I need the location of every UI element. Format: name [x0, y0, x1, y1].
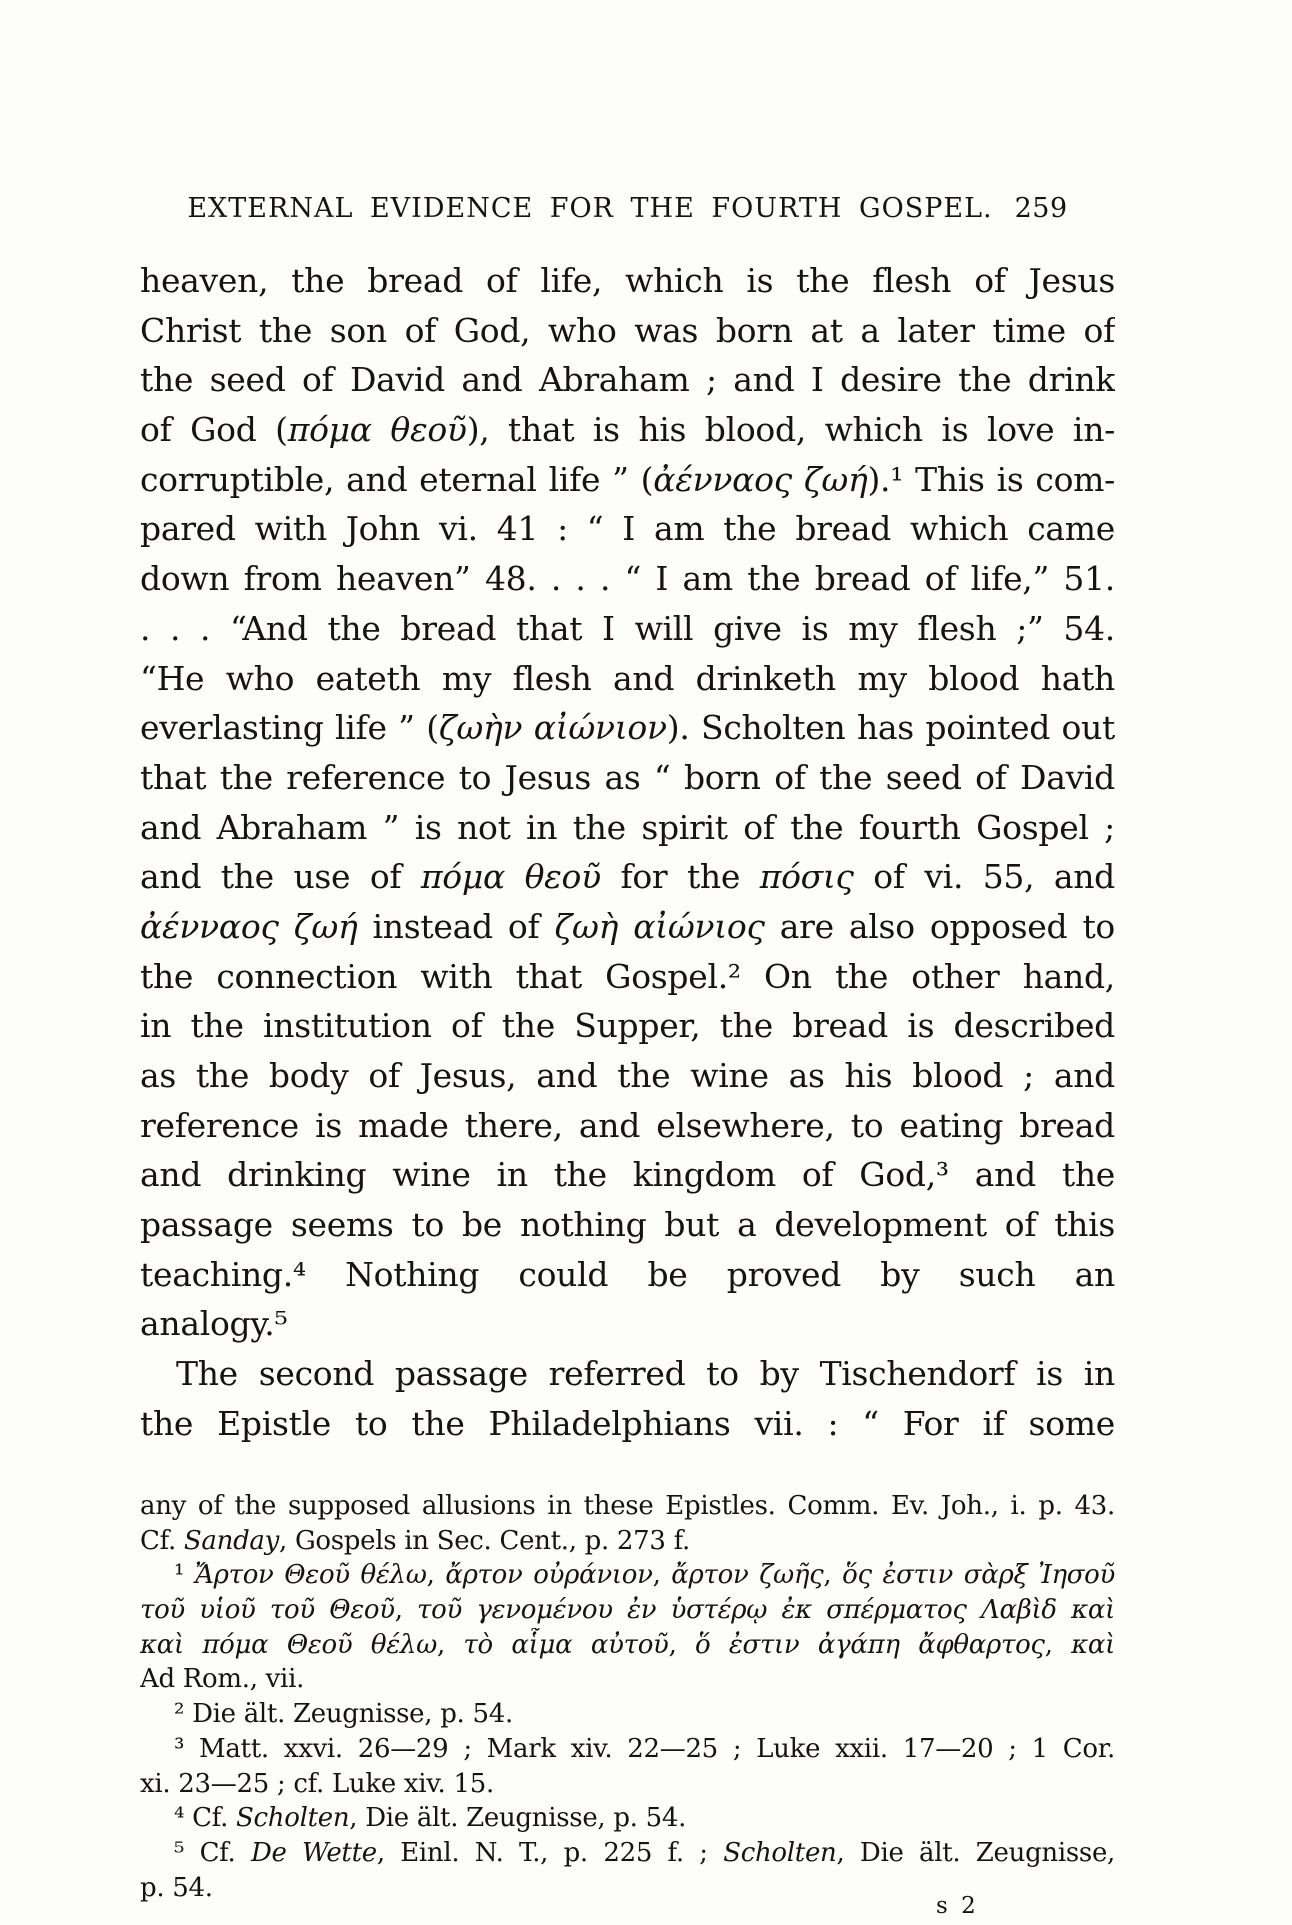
greek-phrase: ὅς	[842, 1560, 872, 1591]
footnote-line: ¹ Ἄρτον Θεοῦ θέλω, ἄρτον οὐράνιον, ἄρτον ζωῆς, ὅς ἐστιν σὰρξ Ἰησοῦ	[174, 1560, 1115, 1591]
footnote-line: p. 54.	[140, 1872, 213, 1903]
greek-phrase: σὰρξ	[963, 1560, 1028, 1591]
body-line: Christ the son of God, who was born at a later time of	[140, 310, 1115, 350]
body-line: and drinking wine in the kingdom of God,³ and the	[140, 1155, 1115, 1195]
body-line: and the use of πόμα θεοῦ for the πόσις of vi. 55, and	[140, 857, 1115, 897]
greek-phrase: ἀγάπη	[817, 1629, 900, 1660]
greek-phrase: γενομένου	[476, 1595, 613, 1626]
body-line: reference is made there, and elsewhere, to eating bread	[140, 1105, 1115, 1145]
body-line: and Abraham ” is not in the spirit of the fourth Gospel ;	[140, 807, 1115, 847]
greek-phrase: ἀένναος	[653, 459, 792, 499]
italic-term: Scholten	[236, 1803, 350, 1834]
body-line: heaven, the bread of life, which is the flesh of Jesus	[140, 261, 1115, 300]
greek-phrase: πόμα	[420, 857, 505, 897]
body-line: pared with John vi. 41 : “ I am the bread which came	[140, 509, 1115, 549]
body-line: passage seems to be nothing but a development of this	[140, 1205, 1115, 1245]
body-text	[140, 256, 1115, 1449]
greek-phrase: ἐστιν	[882, 1560, 954, 1591]
body-line: The second passage referred to by Tischendorf is in	[176, 1354, 1115, 1394]
greek-phrase: Λαβὶδ	[981, 1595, 1057, 1626]
body-line: the connection with that Gospel.² On the other hand,	[140, 956, 1115, 996]
footnote-line: ² Die ält. Zeugnisse, p. 54.	[174, 1699, 513, 1730]
greek-phrase: πόσις	[759, 857, 854, 897]
greek-phrase: ζωή	[293, 906, 358, 946]
greek-phrase: τοῦ	[417, 1595, 462, 1626]
header-title: EXTERNAL EVIDENCE FOR THE FOURTH GOSPEL.	[187, 193, 993, 224]
greek-phrase: τοῦ	[140, 1595, 185, 1626]
footnote-line: any of the supposed allusions in these Epistles. Comm. Ev. Joh., i. p. 43.	[140, 1491, 1115, 1521]
footnote-line: τοῦ υἱοῦ τοῦ Θεοῦ, τοῦ γενομένου ἐν ὑστέρῳ ἐκ σπέρματος Λαβὶδ καὶ	[140, 1595, 1115, 1626]
greek-phrase: Ἄρτον	[194, 1560, 274, 1591]
body-line: corruptible, and eternal life ” (ἀένναος ζωή).¹ This is com-	[140, 459, 1115, 499]
greek-phrase: καὶ	[140, 1629, 184, 1660]
footnote-line: Ad Rom., vii.	[140, 1664, 305, 1695]
greek-phrase: ὅ	[695, 1629, 711, 1660]
page-number: 259	[1014, 193, 1068, 224]
greek-phrase: Θεοῦ	[329, 1595, 395, 1626]
greek-phrase: ὑστέρῳ	[670, 1595, 768, 1626]
greek-phrase: τὸ	[463, 1629, 493, 1660]
footnote-line: ⁴ Cf. Scholten, Die ält. Zeugnisse, p. 54.	[174, 1803, 687, 1834]
body-line: everlasting life ” (ζωὴν αἰώνιον). Scholten has pointed out	[140, 708, 1115, 748]
signature-mark: s 2	[936, 1893, 979, 1919]
body-line: “He who eateth my flesh and drinketh my blood hath	[140, 658, 1115, 698]
greek-phrase: ἄρτον	[671, 1560, 749, 1591]
greek-phrase: υἱοῦ	[199, 1595, 256, 1626]
greek-phrase: ἐκ	[781, 1595, 812, 1626]
greek-phrase: Θεοῦ	[286, 1629, 353, 1660]
greek-phrase: οὐράνιον	[533, 1560, 653, 1591]
body-line: that the reference to Jesus as “ born of the seed of David	[140, 757, 1115, 797]
greek-phrase: θεοῦ	[524, 857, 601, 897]
body-line: down from heaven” 48. . . . “ I am the bread of life,” 51.	[140, 559, 1115, 599]
greek-phrase: αἷμα	[511, 1629, 573, 1660]
greek-phrase: ζωὴ	[554, 906, 619, 946]
italic-term: Scholten	[723, 1837, 837, 1868]
footnote-line: ³ Matt. xxvi. 26—29 ; Mark xiv. 22—25 ; Luke xxii. 17—20 ; 1 Cor.	[174, 1733, 1115, 1764]
footnote-line: ⁵ Cf. De Wette, Einl. N. T., p. 225 f. ; Scholten, Die ält. Zeugnisse,	[174, 1837, 1115, 1868]
greek-phrase: καὶ	[1071, 1629, 1115, 1660]
italic-term: De Wette	[250, 1837, 377, 1868]
greek-phrase: ζωῆς	[759, 1560, 824, 1591]
greek-phrase: θεοῦ	[390, 410, 467, 450]
greek-phrase: ἄφθαρτος	[918, 1629, 1045, 1660]
greek-phrase: ἐστιν	[728, 1629, 800, 1660]
greek-phrase: αἰώνιον	[533, 708, 667, 748]
footnote-line: καὶ πόμα Θεοῦ θέλω, τὸ αἷμα αὐτοῦ, ὅ ἐστιν ἀγάπη ἄφθαρτος, καὶ	[140, 1629, 1115, 1660]
greek-phrase: τοῦ	[269, 1595, 315, 1626]
greek-phrase: αἰώνιος	[633, 906, 765, 946]
greek-phrase: ζωὴν	[438, 708, 523, 748]
greek-phrase: Ἰησοῦ	[1038, 1560, 1115, 1591]
footnotes	[140, 1489, 1115, 1905]
greek-phrase: ζωή	[803, 459, 868, 499]
running-header	[140, 193, 1115, 224]
body-line: ἀένναος ζωή instead of ζωὴ αἰώνιος are also opposed to	[140, 906, 1115, 946]
greek-phrase: καὶ	[1071, 1595, 1115, 1626]
body-line: the Epistle to the Philadelphians vii. : “ For if some	[140, 1403, 1115, 1443]
footnote-line: xi. 23—25 ; cf. Luke xiv. 15.	[140, 1768, 494, 1799]
greek-phrase: Θεοῦ	[284, 1560, 350, 1591]
italic-term: Sanday	[183, 1525, 280, 1556]
body-line: of God (πόμα θεοῦ), that is his blood, which is love in-	[140, 410, 1115, 450]
greek-phrase: θέλω	[370, 1629, 437, 1660]
greek-phrase: θέλω	[360, 1560, 427, 1591]
greek-phrase: αὐτοῦ	[590, 1629, 669, 1660]
greek-phrase: σπέρματος	[826, 1595, 967, 1626]
greek-phrase: πόμα	[287, 410, 372, 450]
greek-phrase: ἐν	[627, 1595, 657, 1626]
body-line: the seed of David and Abraham ; and I desire the drink	[140, 360, 1115, 400]
body-line: as the body of Jesus, and the wine as his blood ; and	[140, 1056, 1115, 1095]
greek-phrase: πόμα	[202, 1629, 269, 1660]
body-line: in the institution of the Supper, the bread is described	[140, 1006, 1115, 1046]
greek-phrase: ἄρτον	[445, 1560, 523, 1591]
body-line: . . . “And the bread that I will give is my flesh ;” 54.	[140, 608, 1115, 648]
greek-phrase: ἀένναος	[140, 906, 279, 946]
body-line: analogy.⁵	[140, 1304, 288, 1344]
body-line: teaching.⁴ Nothing could be proved by such an	[140, 1254, 1115, 1294]
footnote-line: Cf. Sanday, Gospels in Sec. Cent., p. 273 f.	[140, 1525, 690, 1556]
